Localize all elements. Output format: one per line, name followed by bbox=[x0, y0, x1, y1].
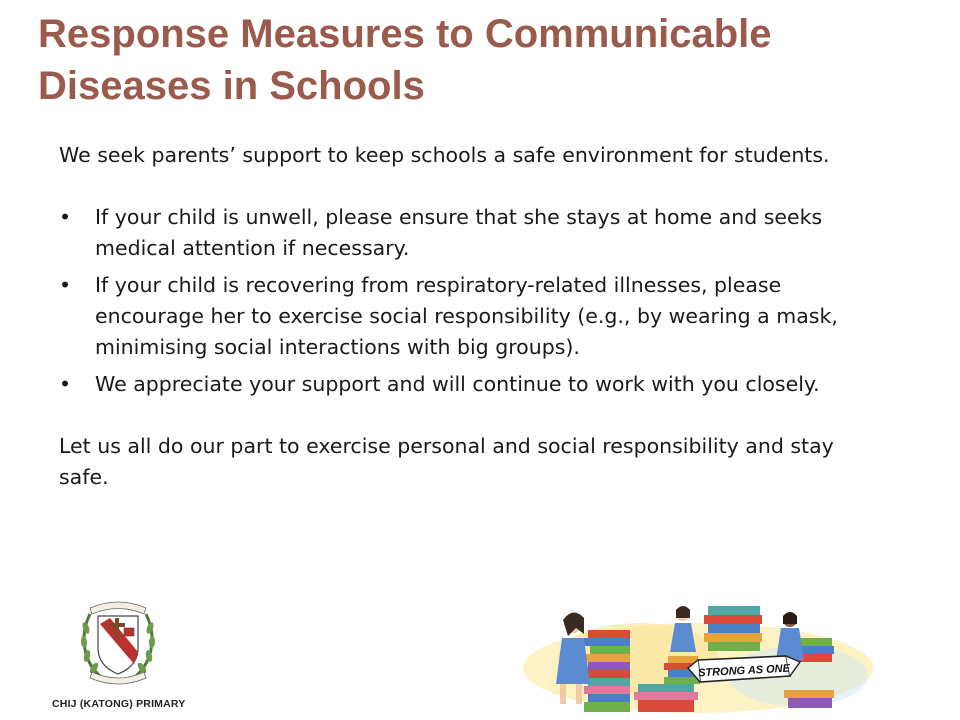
bullet-item bbox=[59, 270, 889, 363]
banner-text: STRONG AS ONE bbox=[697, 662, 791, 680]
strong-as-one-illustration bbox=[518, 598, 878, 716]
bullet-text: If your child is recovering from respiratory-related illnesses, please encourage her to exercise social responsibility (e.g., by wearing a mask, minimising social interactions with big groups). bbox=[95, 273, 838, 359]
bullet-item bbox=[59, 369, 889, 400]
school-name: CHIJ (KATONG) PRIMARY bbox=[52, 698, 186, 710]
bullet-icon: • bbox=[59, 205, 72, 229]
school-crest-logo bbox=[76, 594, 160, 686]
slide-title: Response Measures to Communicable Diseases in Schools bbox=[38, 12, 772, 108]
bullet-icon: • bbox=[59, 273, 72, 297]
bullet-icon: • bbox=[59, 372, 72, 396]
bullet-item bbox=[59, 202, 889, 264]
closing-text: Let us all do our part to exercise personal and social responsibility and stay safe. bbox=[59, 434, 834, 489]
bullet-list bbox=[59, 202, 889, 400]
slide-body bbox=[59, 140, 889, 493]
bullet-text: If your child is unwell, please ensure that she stays at home and seeks medical attention if necessary. bbox=[95, 205, 823, 260]
bullet-text: We appreciate your support and will continue to work with you closely. bbox=[95, 372, 820, 396]
intro-text: We seek parents’ support to keep schools a safe environment for students. bbox=[59, 143, 830, 167]
